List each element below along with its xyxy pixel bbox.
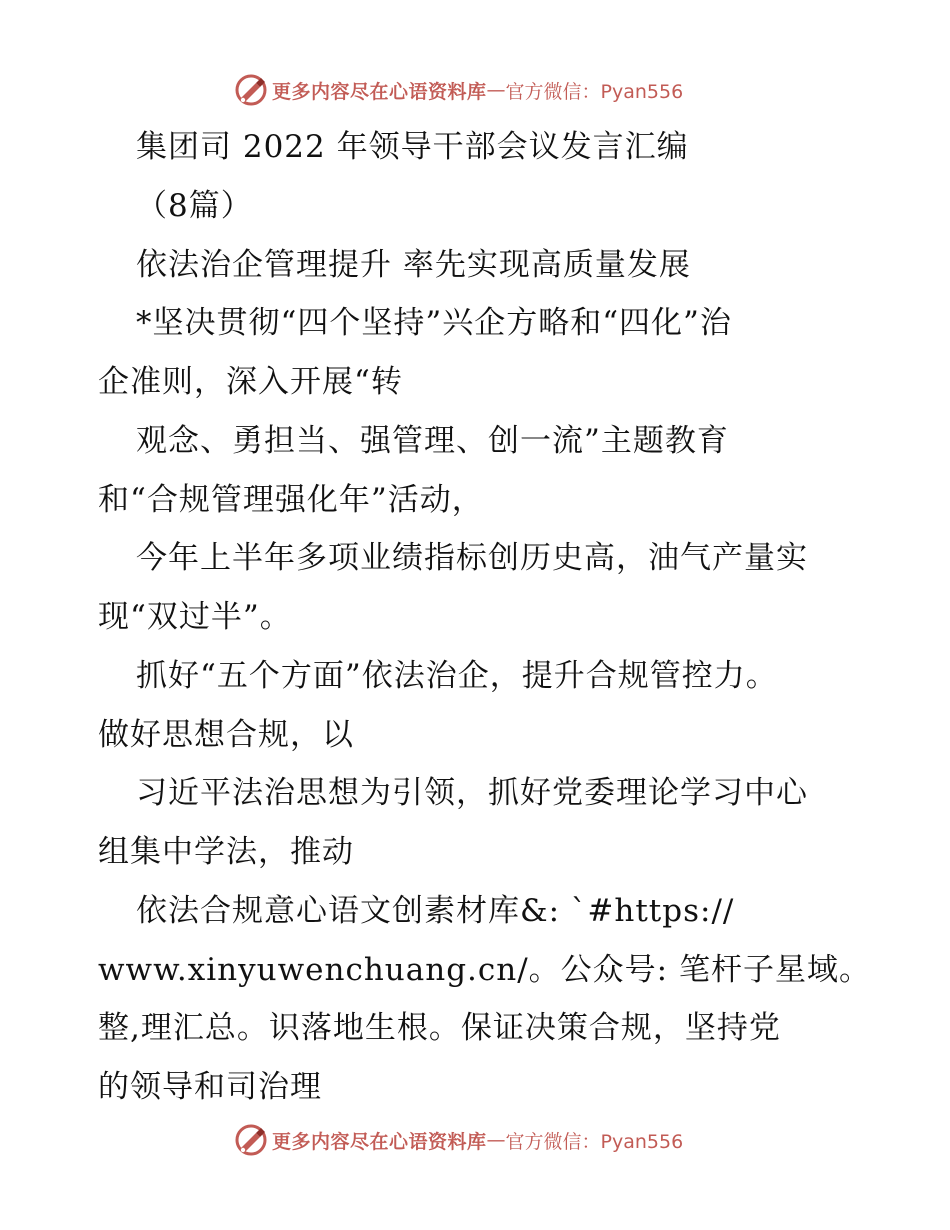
section-heading: 依法治企管理提升 率先实现高质量发展 [136,247,691,283]
banner-separator: — [486,79,506,101]
paragraph-line: 现“双过半”。 [98,599,292,635]
paragraph-line: 抓好“五个方面”依法治企，提升合规管控力。 [136,658,778,694]
paragraph-line: 依法合规意心语文创素材库&: `#https:// [136,893,735,929]
paragraph-line: 今年上半年多项业绩指标创历史高，油气产量实 [136,540,808,576]
banner-contact: 官方微信：Pyan556 [505,80,684,103]
paragraph-line: 组集中学法，推动 [98,834,354,870]
document-title-count: （8篇） [136,188,253,224]
header-banner [234,72,683,108]
paragraph-line: www.xinyuwenchuang.cn/。公众号: 笔杆子星域。 [98,952,871,988]
paragraph-line: 和“合规管理强化年”活动， [98,482,484,518]
paragraph-line: 的领导和司治理 [98,1069,322,1105]
document-title: 集团司 2022 年领导干部会议发言汇编 [136,129,689,165]
banner-contact: 官方微信：Pyan556 [505,1130,684,1153]
paragraph-line: 整,理汇总。识落地生根。保证决策合规，坚持党 [98,1010,781,1046]
banner-text: 更多内容尽在心语资料库 [272,1130,487,1153]
paragraph-line: *坚决贯彻“四个坚持”兴企方略和“四化”治 [136,305,732,341]
paragraph-line: 企准则，深入开展“转 [98,364,403,400]
paragraph-line: 习近平法治思想为引领，抓好党委理论学习中心 [136,775,808,811]
banner-separator: — [486,1129,506,1151]
pen-logo-icon [234,1123,268,1157]
footer-banner [234,1122,683,1158]
pen-logo-icon [234,73,268,107]
paragraph-line: 观念、勇担当、强管理、创一流”主题教育 [136,423,729,459]
paragraph-line: 做好思想合规，以 [98,717,354,753]
banner-text: 更多内容尽在心语资料库 [272,80,487,103]
